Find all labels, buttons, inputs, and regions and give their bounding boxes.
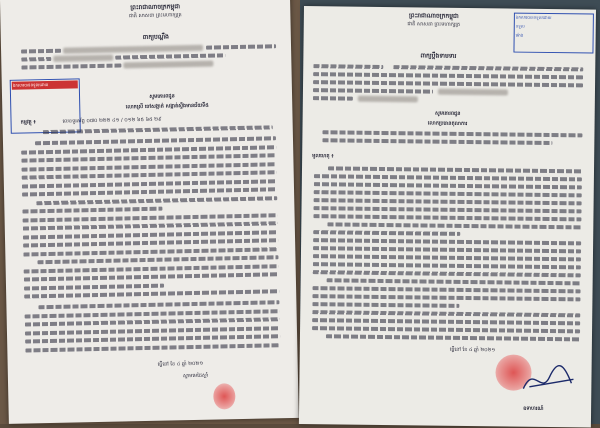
stamp-header: ឯកសារបានទទួលដោយ [12, 80, 78, 89]
text-line [322, 138, 552, 145]
text-line [21, 63, 121, 69]
left-signer-label: ស្នាមមេដៃស្ដាំ [182, 372, 209, 380]
redacted-block [123, 61, 213, 69]
text-line [312, 310, 580, 317]
text-line [327, 278, 581, 285]
right-addressee: លោកប្រធានតុលាការ [427, 120, 468, 128]
left-document [0, 0, 299, 424]
text-line [22, 170, 277, 179]
text-line [327, 222, 581, 229]
redacted-block [63, 45, 203, 54]
text-line [23, 238, 278, 247]
text-line [21, 145, 276, 154]
left-title: ពាក្យបណ្ដឹង [142, 33, 170, 42]
text-line [312, 302, 459, 308]
thumbprint-seal [213, 383, 236, 409]
text-line [22, 187, 277, 196]
text-line [313, 262, 581, 269]
text-line [326, 334, 580, 341]
text-line [314, 174, 582, 181]
court-receipt-stamp [513, 13, 593, 54]
text-line [313, 64, 383, 69]
redacted-block [438, 89, 508, 96]
text-line [25, 343, 280, 352]
left-phone-line: លេខទូរស័ព្ទ ០៧០ ២២២ ៤១ / ០១២ ៦៥ ៦៥ ២៩ [62, 116, 162, 125]
text-line [313, 88, 433, 93]
text-line [22, 207, 162, 214]
text-line [313, 238, 581, 245]
left-subject-heading: សូមគោរពជូន [149, 93, 175, 100]
text-line [313, 72, 583, 79]
stamp-time: ម៉ោង [515, 32, 524, 38]
text-line [25, 326, 280, 335]
right-motto: ជាតិ សាសនា ព្រះមហាក្សត្រ [407, 21, 461, 28]
text-line [24, 272, 279, 281]
stamp-title: ឯកសារបានទទួលដោយ [515, 14, 552, 21]
text-line [115, 53, 225, 59]
text-line [21, 49, 61, 54]
text-line [312, 326, 580, 333]
text-line [313, 230, 460, 236]
stamp-label: ទទួល [515, 23, 525, 29]
text-line [313, 254, 581, 261]
text-line [21, 57, 51, 62]
text-line [314, 198, 582, 205]
right-footer-label: ឧទាហរណ៍ [523, 405, 544, 412]
text-line [38, 300, 279, 309]
text-line [314, 206, 582, 213]
left-motto: ជាតិ សាសនា ព្រះមហាក្សត្រ [128, 12, 182, 20]
right-kingdom-header: ព្រះរាជាណាចក្រកម្ពុជា [408, 12, 459, 20]
text-line [37, 255, 278, 264]
text-line [24, 264, 279, 273]
text-line [36, 196, 277, 205]
left-date-line: ធ្វើនៅ ខែ ៤ ឆ្នាំ ២០២១ [157, 360, 204, 368]
text-line [313, 246, 581, 253]
text-line [22, 162, 277, 171]
text-line [328, 166, 582, 173]
right-title: ពាក្យប្ដឹងទាមទារ [420, 52, 457, 60]
right-reasons-label: មូលហេតុ ៖ [312, 153, 334, 160]
text-line [314, 182, 582, 189]
text-line [24, 283, 164, 290]
text-line [23, 247, 278, 256]
left-kingdom-header: ព្រះរាជាណាចក្រកម្ពុជា [130, 3, 181, 12]
text-line [393, 65, 583, 71]
text-line [25, 334, 280, 343]
text-line [314, 190, 582, 197]
text-line [23, 213, 278, 222]
text-line [24, 289, 279, 298]
text-line [35, 136, 276, 145]
text-line [313, 96, 353, 100]
text-line [313, 214, 581, 221]
text-line [25, 317, 280, 326]
right-date-line: ធ្វើនៅ ខែ ៤ ឆ្នាំ ២០២១ [449, 346, 496, 354]
text-line [322, 130, 582, 137]
text-line [21, 153, 276, 162]
right-document [299, 6, 596, 428]
text-line [312, 294, 580, 301]
redacted-block [53, 55, 113, 62]
text-line [312, 318, 580, 325]
signature [519, 359, 579, 400]
text-line [313, 286, 581, 293]
text-line [313, 270, 581, 277]
text-line [23, 221, 278, 230]
text-line [313, 80, 583, 87]
right-subject-heading: សូមគោរពជូន [434, 110, 461, 117]
left-addressee: លោកស្រី ចៅសង្កាត់ សង្កាត់ស្ទឹងមានជ័យទី៥ [125, 102, 209, 111]
text-line [25, 309, 280, 318]
left-subject-label: កម្មវត្ថុ ៖ [20, 119, 36, 126]
text-line [206, 44, 276, 49]
text-line [23, 230, 278, 239]
redacted-block [358, 96, 418, 103]
text-line [22, 179, 277, 188]
